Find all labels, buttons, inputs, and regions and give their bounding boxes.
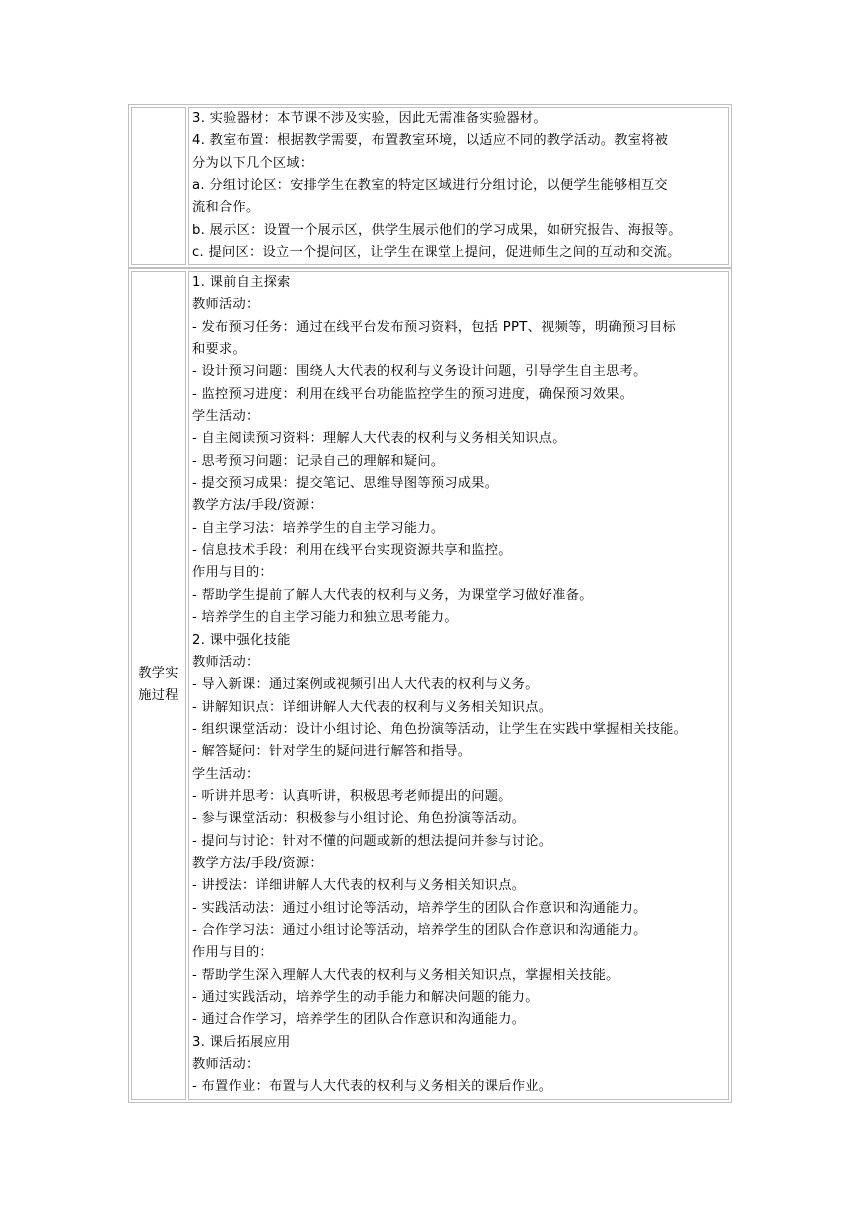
text-line: 学生活动： bbox=[192, 409, 260, 425]
text-line: - 自主学习法：培养学生的自主学习能力。 bbox=[192, 520, 445, 536]
text-line: - 监控预习进度：利用在线平台功能监控学生的预习进度，确保预习效果。 bbox=[192, 386, 634, 402]
resources-label-cell bbox=[131, 107, 186, 265]
text-line: b. 展示区：设置一个展示区，供学生展示他们的学习成果，如研究报告、海报等。 bbox=[192, 222, 682, 238]
text-line: - 通过实践活动，培养学生的动手能力和解决问题的能力。 bbox=[192, 990, 539, 1005]
text-line: - 合作学习法：通过小组讨论等活动，培养学生的团队合作意识和沟通能力。 bbox=[192, 922, 647, 938]
text-line: - 帮助学生深入理解人大代表的权利与义务相关知识点，掌握相关技能。 bbox=[192, 967, 620, 983]
text-line: - 实践活动法：通过小组讨论等活动，培养学生的团队合作意识和沟通能力。 bbox=[192, 900, 647, 916]
text-line: - 听讲并思考：认真听讲，积极思考老师提出的问题。 bbox=[192, 788, 512, 804]
text-line: - 通过合作学习，培养学生的团队合作意识和沟通能力。 bbox=[192, 1012, 526, 1028]
text-line: 教学方法/手段/资源： bbox=[192, 855, 323, 871]
process-content bbox=[192, 272, 725, 1099]
text-line: - 提交预习成果：提交笔记、思维导图等预习成果。 bbox=[192, 476, 499, 492]
text-line: 教师活动： bbox=[192, 297, 260, 313]
text-line: - 培养学生的自主学习能力和独立思考能力。 bbox=[192, 610, 458, 626]
process-label-line-1: 教学实 bbox=[138, 666, 179, 682]
text-line: - 讲授法：详细讲解人大代表的权利与义务相关知识点。 bbox=[192, 878, 526, 894]
text-line: - 参与课堂活动：积极参与小组讨论、角色扮演等活动。 bbox=[192, 811, 526, 827]
resources-content bbox=[192, 108, 725, 264]
text-line: 和要求。 bbox=[192, 342, 246, 358]
text-line: 教师活动： bbox=[192, 654, 260, 670]
text-line: - 布置作业：布置与人大代表的权利与义务相关的课后作业。 bbox=[192, 1079, 553, 1095]
process-row bbox=[131, 271, 729, 1100]
text-line: - 提问与讨论：针对不懂的问题或新的想法提问并参与讨论。 bbox=[192, 833, 553, 849]
text-line: 流和合作。 bbox=[192, 200, 260, 216]
text-line: - 信息技术手段：利用在线平台实现资源共享和监控。 bbox=[192, 543, 512, 559]
text-line: 作用与目的： bbox=[192, 565, 273, 581]
text-line: - 组织课堂活动：设计小组讨论、角色扮演等活动，让学生在实践中掌握相关技能。 bbox=[192, 721, 688, 737]
text-line: 教学方法/手段/资源： bbox=[192, 498, 323, 514]
text-line: 4. 教室布置：根据教学需要，布置教室环境，以适应不同的教学活动。教室将被 bbox=[192, 133, 669, 149]
text-line: 2. 课中强化技能 bbox=[192, 632, 291, 648]
text-line: - 讲解知识点：详细讲解人大代表的权利与义务相关知识点。 bbox=[192, 699, 553, 715]
text-line: - 自主阅读预习资料：理解人大代表的权利与义务相关知识点。 bbox=[192, 431, 566, 447]
resources-content-cell bbox=[188, 107, 729, 265]
text-line: - 帮助学生提前了解人大代表的权利与义务，为课堂学习做好准备。 bbox=[192, 587, 593, 603]
text-line: c. 提问区：设立一个提问区，让学生在课堂上提问，促进师生之间的互动和交流。 bbox=[192, 245, 681, 261]
text-line: 教师活动： bbox=[192, 1057, 260, 1073]
process-label-cell bbox=[131, 271, 186, 1100]
text-line: 1. 课前自主探索 bbox=[192, 275, 291, 290]
resources-table bbox=[128, 104, 732, 268]
process-table bbox=[128, 268, 732, 1103]
text-line: a. 分组讨论区：安排学生在教室的特定区域进行分组讨论，以便学生能够相互交 bbox=[192, 178, 668, 194]
process-label-line-2: 施过程 bbox=[138, 688, 179, 704]
text-line: 作用与目的： bbox=[192, 945, 273, 961]
text-line: - 发布预习任务：通过在线平台发布预习资料，包括 PPT、视频等，明确预习目标 bbox=[192, 319, 676, 335]
resources-row bbox=[131, 107, 729, 265]
text-line: - 导入新课：通过案例或视频引出人大代表的权利与义务。 bbox=[192, 677, 539, 693]
text-line: - 思考预习问题：记录自己的理解和疑问。 bbox=[192, 453, 445, 469]
text-line: 学生活动： bbox=[192, 766, 260, 782]
text-line: 分为以下几个区域： bbox=[192, 155, 314, 171]
text-line: 3. 课后拓展应用 bbox=[192, 1034, 291, 1050]
text-line: - 设计预习问题：围绕人大代表的权利与义务设计问题，引导学生自主思考。 bbox=[192, 364, 647, 380]
text-line: - 解答疑问：针对学生的疑问进行解答和指导。 bbox=[192, 744, 472, 760]
text-line: 3. 实验器材：本节课不涉及实验，因此无需准备实验器材。 bbox=[192, 111, 547, 126]
process-content-cell bbox=[188, 271, 729, 1100]
